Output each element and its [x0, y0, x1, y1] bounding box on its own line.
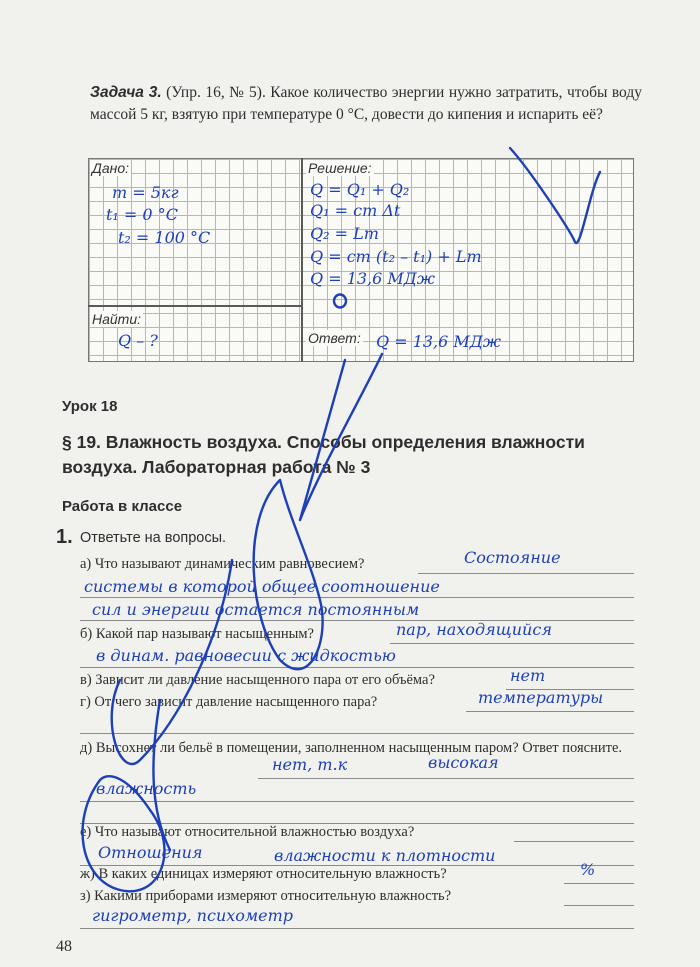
solution-label: Решение: [308, 160, 372, 176]
given-mass: m = 5кг [112, 183, 179, 202]
question-d: д) Высохнет ли бельё в помещении, заполненном насыщенным паром? Ответ поясните. [80, 740, 623, 756]
answer-e-part-1: Отношения [98, 843, 203, 862]
answer-a-line-1: Состояние [464, 548, 561, 567]
task-text: (Упр. 16, № 5). Какое количество энергии нужно затратить, чтобы воду массой 5 кг, взятую при температуре 0 °С, довести до кипения и испарить её? [90, 84, 642, 123]
answer-a-line-3: сил и энергии остается постоянным [92, 600, 420, 619]
find-label: Найти: [92, 311, 142, 327]
answer-zh: % [580, 860, 596, 879]
answer-b-line-1: пар, находящийся [396, 620, 552, 639]
answer-line [564, 905, 634, 906]
answer-e-part-2: влажности к плотности [274, 846, 496, 865]
task-3 [90, 82, 642, 126]
page-number: 48 [56, 938, 72, 955]
solution-line-3: Q₂ = Lm [310, 224, 379, 243]
answer-v: нет [510, 666, 546, 685]
solution-line-5: Q = 13,6 МДж [310, 269, 435, 288]
solution-line-2: Q₁ = cm Δt [310, 201, 401, 220]
grid-divider-vertical [301, 158, 303, 362]
question-g: г) От чего зависит давление насыщенного пара? [80, 694, 378, 710]
answer-line [80, 801, 634, 802]
answer-z: гигрометр, психометр [92, 906, 294, 925]
given-t2: t₂ = 100 °C [118, 228, 211, 247]
given-t1: t₁ = 0 °C [106, 205, 178, 224]
solution-line-1: Q = Q₁ + Q₂ [310, 180, 410, 199]
answer-a-line-2: системы в которой общее соотношение [84, 577, 440, 596]
answer-line [514, 841, 634, 842]
grid-divider-horizontal [88, 305, 303, 307]
answer-line [418, 573, 634, 574]
question-zh: ж) В каких единицах измеряют относительную влажность? [80, 866, 447, 882]
question-a: а) Что называют динамическим равновесием? [80, 556, 365, 572]
answer-b-line-2: в динам. равновесии с жидкостью [96, 646, 396, 665]
answer-line [258, 778, 634, 779]
lesson-heading: Урок 18 [62, 398, 118, 415]
task-label: Задача 3. [90, 84, 162, 101]
exercise-instruction: Ответьте на вопросы. [80, 530, 227, 546]
answer-d-part-3: влажность [96, 779, 197, 798]
answer-g: температуры [478, 688, 604, 707]
answer-d-part-1: нет, т.к [272, 755, 348, 774]
question-z: з) Какими приборами измеряют относительную влажность? [80, 888, 452, 904]
answer-line [80, 733, 634, 734]
answer-d-part-2: высокая [428, 753, 499, 772]
question-e: е) Что называют относительной влажностью воздуха? [80, 824, 415, 840]
answer-value: Q = 13,6 МДж [376, 332, 501, 351]
answer-line [390, 643, 634, 644]
answer-line [564, 883, 634, 884]
answer-label: Ответ: [308, 330, 361, 346]
class-work-heading: Работа в классе [62, 498, 183, 515]
answer-line [466, 711, 634, 712]
answer-line [80, 928, 634, 929]
answer-line [80, 667, 634, 668]
answer-line [80, 597, 634, 598]
given-label: Дано: [92, 160, 130, 176]
question-b: б) Какой пар называют насыщенным? [80, 626, 314, 642]
exercise-number: 1. [56, 526, 73, 548]
section-title: § 19. Влажность воздуха. Способы определения влажности воздуха. Лабораторная работа № 3 [62, 432, 585, 477]
find-value: Q – ? [118, 331, 158, 350]
question-v: в) Зависит ли давление насыщенного пара от его объёма? [80, 672, 435, 688]
solution-line-4: Q = cm (t₂ – t₁) + Lm [310, 247, 482, 266]
